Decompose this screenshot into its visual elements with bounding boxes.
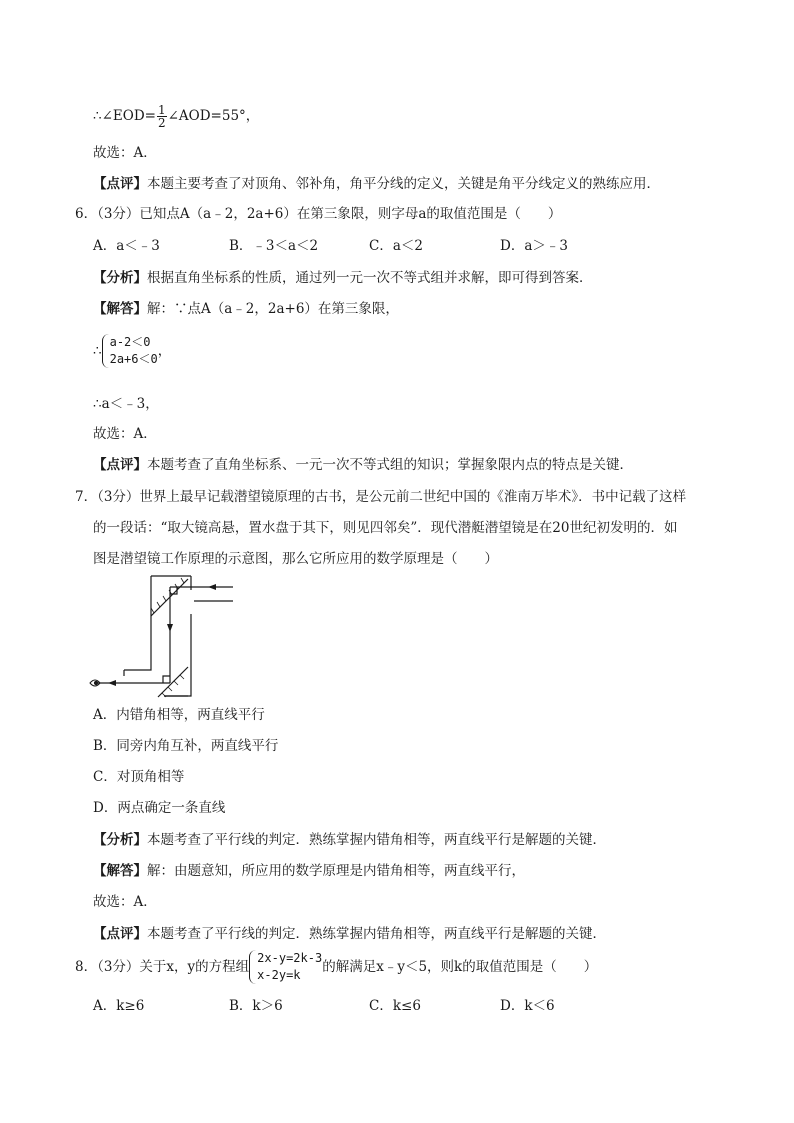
q8-stem [75, 950, 597, 984]
eod-suffix: ∠AOD=55°， [167, 108, 260, 124]
analysis-text: 根据直角坐标系的性质，通过列一元一次不等式组并求解，即可得到答案． [147, 270, 593, 286]
q7-analysis [93, 831, 606, 849]
system-comma: ， [157, 343, 172, 359]
system-row-1: a-2＜0 [109, 335, 151, 349]
q8-option-b: B．k＞6 [229, 998, 283, 1014]
q6-result: ∴a＜﹣3， [93, 396, 159, 412]
q6-option-a: A．a＜﹣3 [93, 238, 160, 254]
inequality-system [102, 334, 158, 368]
q7-option-c: C．对顶角相等 [93, 769, 185, 785]
q8-option-d: D．k＜6 [500, 998, 555, 1014]
q8-stem-prefix: 8．（3分）关于x，y的方程组 [75, 959, 250, 975]
q6-option-d: D．a＞﹣3 [500, 238, 568, 254]
q7-comment [93, 925, 606, 943]
q6-option-c: C．a＜2 [369, 238, 423, 254]
system-row-1: 2x-y=2k-3 [257, 951, 323, 965]
q8-option-a: A．k≥6 [93, 998, 145, 1014]
q6-stem: 6．（3分）已知点A（a﹣2，2a+6）在第三象限，则字母a的取值范围是（ ） [75, 206, 562, 222]
fraction-denominator: 2 [157, 116, 166, 130]
eod-line [93, 104, 259, 129]
system-row-2: x-2y=k [257, 968, 301, 982]
system-row-2: 2a+6＜0 [109, 352, 158, 366]
answer-tag: 【解答】 [93, 301, 147, 317]
q7-stem-line-3: 图是潜望镜工作原理的示意图，那么它所应用的数学原理是（ ） [93, 551, 498, 567]
q7-stem-line-2: 的一段话：“取大镜高悬，置水盘于其下，则见四邻矣”．现代潜艇潜望镜是在20世纪初发明的．如 [93, 520, 678, 536]
q6-comment [93, 456, 633, 474]
q8-option-c: C．k≤6 [369, 998, 421, 1014]
q6-choice: 故选：A． [93, 426, 157, 442]
answer-tag: 【解答】 [93, 863, 147, 879]
analysis-text: 本题考查了平行线的判定．熟练掌握内错角相等，两直线平行是解题的关键． [147, 832, 606, 848]
therefore-symbol: ∴ [93, 343, 102, 359]
left-brace-icon [102, 334, 109, 368]
prev-comment [93, 175, 660, 193]
q8-stem-suffix: 的解满足x﹣y＜5，则k的取值范围是（ ） [322, 959, 598, 975]
q7-option-a: A．内错角相等，两直线平行 [93, 707, 265, 723]
answer-text: 解：∵点A（a﹣2，2a+6）在第三象限， [147, 301, 399, 317]
q6-option-b: B．﹣3＜a＜2 [229, 238, 319, 254]
comment-tag: 【点评】 [93, 457, 147, 473]
q7-option-b: B．同旁内角互补，两直线平行 [93, 738, 279, 754]
comment-tag: 【点评】 [93, 176, 147, 192]
q7-choice: 故选：A． [93, 894, 157, 910]
comment-text: 本题考查了直角坐标系、一元一次不等式组的知识；掌握象限内点的特点是关键． [147, 457, 633, 473]
comment-tag: 【点评】 [93, 926, 147, 942]
comment-text: 本题考查了平行线的判定．熟练掌握内错角相等，两直线平行是解题的关键． [147, 926, 606, 942]
equation-system [249, 950, 322, 984]
analysis-tag: 【分析】 [93, 832, 147, 848]
left-brace-icon [249, 950, 256, 984]
answer-text: 解：由题意知，所应用的数学原理是内错角相等，两直线平行， [147, 863, 525, 879]
q7-option-d: D．两点确定一条直线 [93, 800, 226, 816]
prev-choice: 故选：A． [93, 145, 157, 161]
periscope-diagram [88, 572, 238, 700]
q6-answer [93, 300, 399, 318]
comment-text: 本题主要考查了对顶角、邻补角，角平分线的定义，关键是角平分线定义的熟练应用． [147, 176, 660, 192]
eod-prefix: ∴∠EOD= [93, 108, 156, 124]
q7-answer [93, 862, 525, 880]
q6-inequality-system [93, 334, 171, 368]
half-fraction [157, 104, 167, 129]
q6-analysis [93, 269, 593, 287]
q7-stem-line-1: 7．（3分）世界上最早记载潜望镜原理的古书，是公元前二世纪中国的《淮南万毕术》．书中记载了这样 [75, 489, 687, 505]
fraction-numerator: 1 [157, 103, 166, 117]
analysis-tag: 【分析】 [93, 270, 147, 286]
